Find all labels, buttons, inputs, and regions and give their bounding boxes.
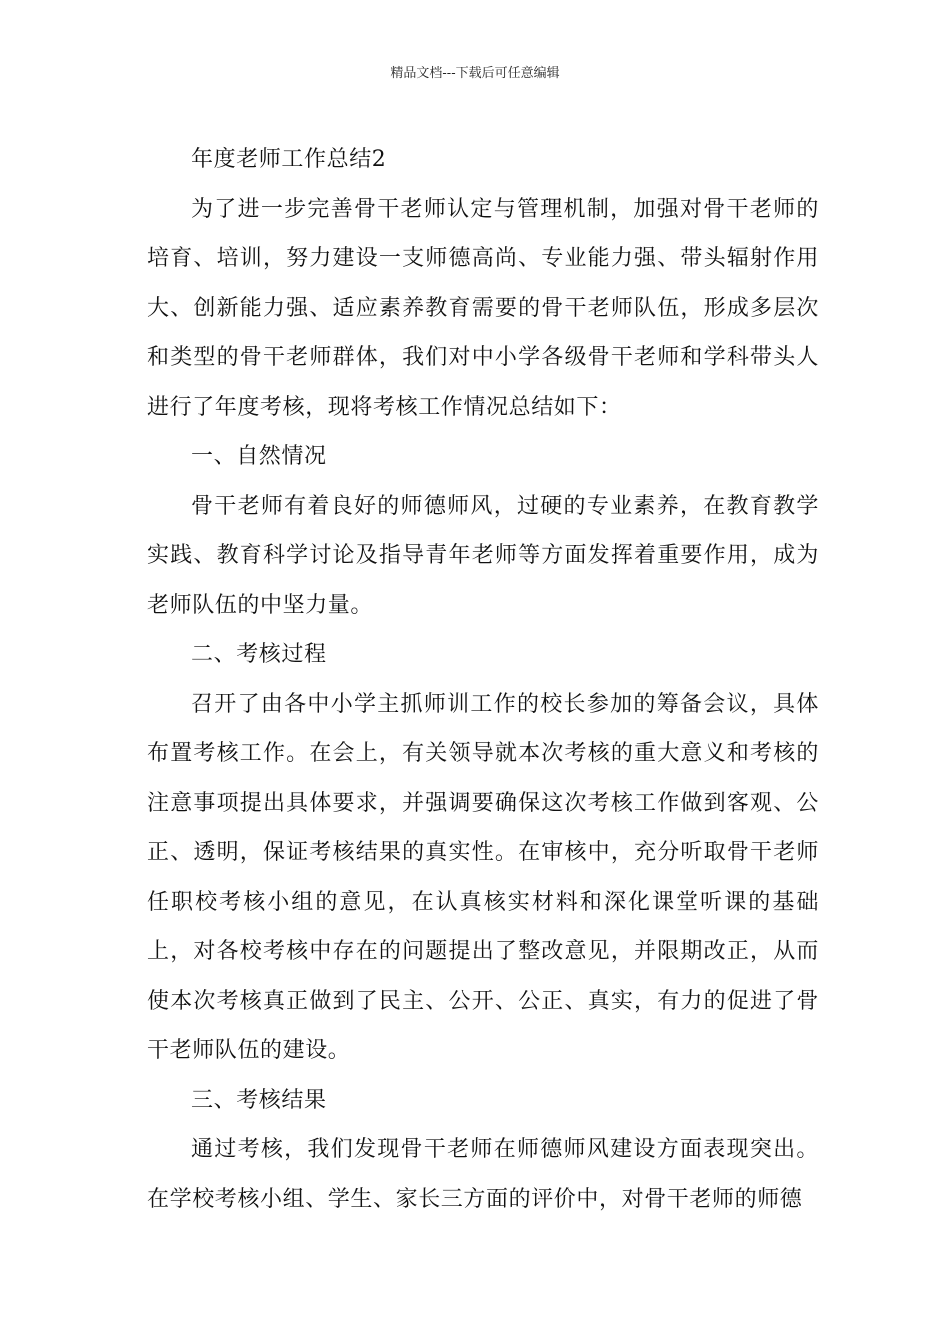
document-title: 年度老师工作总结2 [191, 147, 387, 172]
document-body [147, 135, 819, 1224]
section-heading-1: 一、自然情况 [191, 444, 327, 469]
page-header: 精品文档---下载后可任意编辑 [390, 66, 560, 81]
paragraph-section-2: 召开了由各中小学主抓师训工作的校长参加的筹备会议，具体布置考核工作。在会上，有关领导就本次考核的重大意义和考核的注意事项提出具体要求，并强调要确保这次考核工作做到客观、公正、透明，保证考核结果的真实性。在审核中，充分听取骨干老师任职校考核小组的意见，在认真核实材料和深化课堂听课的基础上，对各校考核中存在的问题提出了整改意见，并限期改正，从而使本次考核真正做到了民主、公开、公正、真实，有力的促进了骨干老师队伍的建设。 [147, 691, 819, 1063]
section-heading-3: 三、考核结果 [191, 1087, 327, 1113]
paragraph-section-1: 骨干老师有着良好的师德师风，过硬的专业素养，在教育教学实践、教育科学讨论及指导青年老师等方面发挥着重要作用，成为老师队伍的中坚力量。 [147, 493, 819, 618]
section-heading-2: 二、考核过程 [191, 642, 327, 667]
paragraph-section-3: 通过考核，我们发现骨干老师在师德师风建设方面表现突出。在学校考核小组、学生、家长三方面的评价中，对骨干老师的师德 [147, 1137, 819, 1212]
paragraph-intro: 为了进一步完善骨干老师认定与管理机制，加强对骨干老师的培育、培训，努力建设一支师德高尚、专业能力强、带头辐射作用大、创新能力强、适应素养教育需要的骨干老师队伍，形成多层次和类型的骨干老师群体，我们对中小学各级骨干老师和学科带头人进行了年度考核，现将考核工作情况总结如下： [147, 196, 819, 420]
